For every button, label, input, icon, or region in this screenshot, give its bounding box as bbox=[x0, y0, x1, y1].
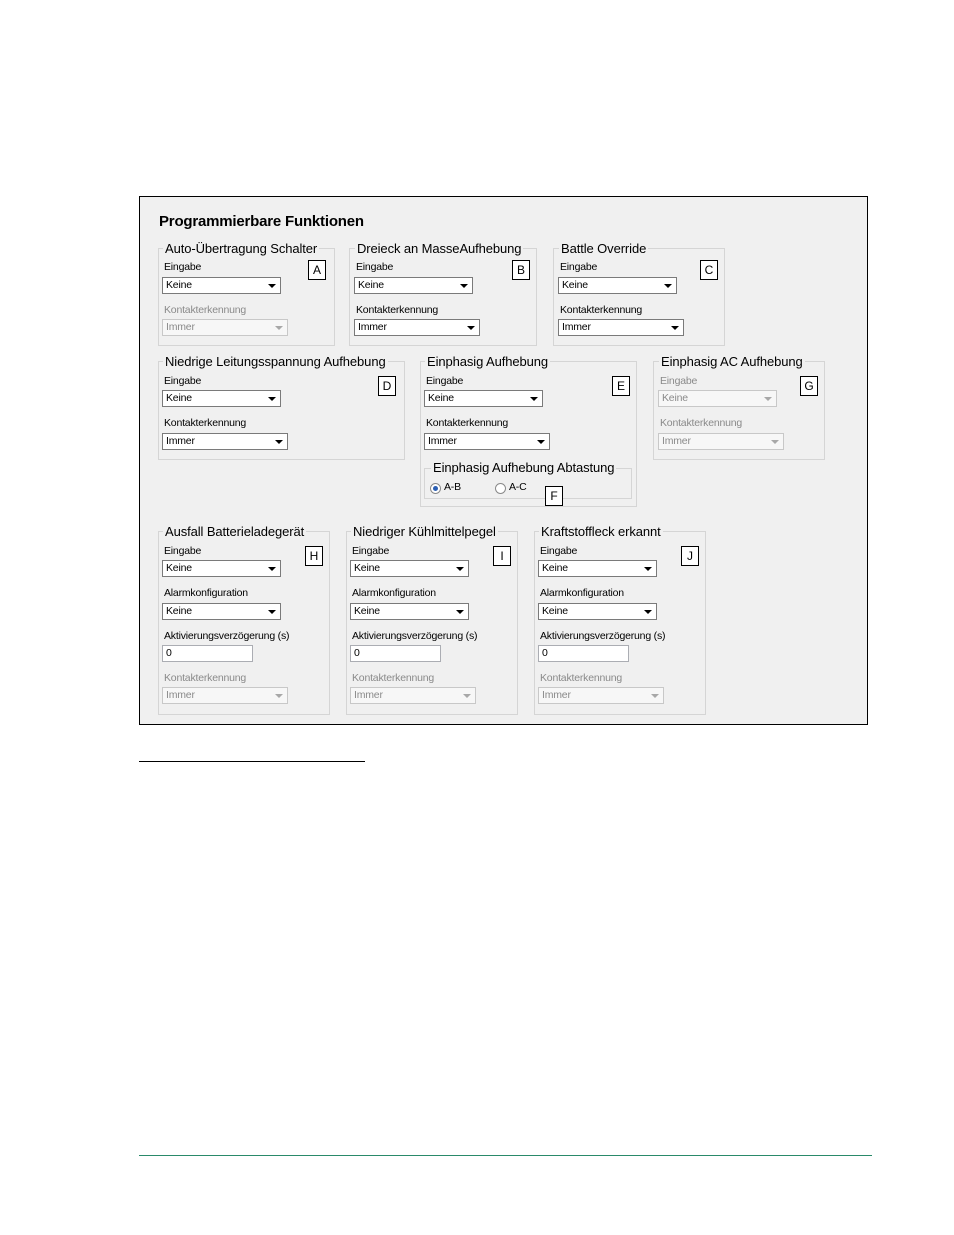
group-title-dreieck: Dreieck an MasseAufhebung bbox=[357, 241, 522, 256]
label-kontakterkennung: Kontakterkennung bbox=[164, 417, 247, 429]
chevron-down-icon bbox=[644, 567, 652, 571]
label-eingabe: Eingabe bbox=[352, 545, 390, 557]
kraftstoff-eingabe-dropdown[interactable] bbox=[538, 560, 657, 577]
dropdown-value: Immer bbox=[542, 689, 571, 701]
group-title-abtastung: Einphasig Aufhebung Abtastung bbox=[433, 460, 615, 475]
marker-b: B bbox=[512, 260, 530, 280]
batterie-delay-input[interactable]: 0 bbox=[162, 645, 253, 662]
dropdown-value: Immer bbox=[166, 321, 195, 333]
chevron-down-icon bbox=[456, 567, 464, 571]
panel-title: Programmierbare Funktionen bbox=[159, 213, 364, 230]
chevron-down-icon bbox=[460, 284, 468, 288]
kuehl-delay-input[interactable]: 0 bbox=[350, 645, 441, 662]
dropdown-value: Keine bbox=[354, 605, 380, 617]
kuehl-alarm-dropdown[interactable] bbox=[350, 603, 469, 620]
label-eingabe: Eingabe bbox=[164, 375, 202, 387]
footnote-separator bbox=[139, 761, 365, 762]
group-title-niedrig-ls: Niedrige Leitungsspannung Aufhebung bbox=[165, 354, 386, 369]
chevron-down-icon bbox=[268, 610, 276, 614]
marker-d: D bbox=[378, 376, 396, 396]
group-title-einphasig: Einphasig Aufhebung bbox=[427, 354, 548, 369]
einphasig-ac-eingabe-dropdown bbox=[658, 390, 777, 407]
label-eingabe: Eingabe bbox=[164, 261, 202, 273]
einphasig-eingabe-dropdown[interactable] bbox=[424, 390, 543, 407]
marker-g: G bbox=[800, 376, 818, 396]
chevron-down-icon bbox=[537, 440, 545, 444]
chevron-down-icon bbox=[664, 284, 672, 288]
dropdown-value: Immer bbox=[428, 435, 457, 447]
kraftstoff-kontakt-dropdown bbox=[538, 687, 664, 704]
label-kontakterkennung: Kontakterkennung bbox=[540, 672, 623, 684]
dropdown-value: Keine bbox=[562, 279, 588, 291]
chevron-down-icon bbox=[456, 610, 464, 614]
group-title-auto: Auto-Übertragung Schalter bbox=[165, 241, 318, 256]
niedrig-ls-eingabe-dropdown[interactable] bbox=[162, 390, 281, 407]
group-title-kraftstoff: Kraftstoffleck erkannt bbox=[541, 524, 661, 539]
chevron-down-icon bbox=[651, 694, 659, 698]
einphasig-kontakt-dropdown[interactable] bbox=[424, 433, 550, 450]
label-kontakterkennung: Kontakterkennung bbox=[356, 304, 439, 316]
radio-a-c[interactable] bbox=[495, 483, 506, 494]
dropdown-value: Immer bbox=[358, 321, 387, 333]
chevron-down-icon bbox=[268, 397, 276, 401]
group-title-kuehl: Niedriger Kühlmittelpegel bbox=[353, 524, 496, 539]
dropdown-value: Keine bbox=[354, 562, 380, 574]
dropdown-value: Immer bbox=[662, 435, 691, 447]
dropdown-value: Immer bbox=[166, 435, 195, 447]
batterie-kontakt-dropdown bbox=[162, 687, 288, 704]
dropdown-value: Immer bbox=[354, 689, 383, 701]
battle-kontakt-dropdown[interactable] bbox=[558, 319, 684, 336]
dropdown-value: Keine bbox=[428, 392, 454, 404]
dropdown-value: Keine bbox=[358, 279, 384, 291]
radio-a-b[interactable] bbox=[430, 483, 441, 494]
marker-i: I bbox=[493, 546, 511, 566]
dropdown-value: Keine bbox=[166, 605, 192, 617]
dropdown-value: Immer bbox=[562, 321, 591, 333]
marker-h: H bbox=[305, 546, 323, 566]
label-kontakterkennung: Kontakterkennung bbox=[164, 304, 247, 316]
battle-eingabe-dropdown[interactable] bbox=[558, 277, 677, 294]
chevron-down-icon bbox=[644, 610, 652, 614]
chevron-down-icon bbox=[268, 567, 276, 571]
chevron-down-icon bbox=[530, 397, 538, 401]
marker-a: A bbox=[308, 260, 326, 280]
marker-c: C bbox=[700, 260, 718, 280]
batterie-eingabe-dropdown[interactable] bbox=[162, 560, 281, 577]
chevron-down-icon bbox=[764, 397, 772, 401]
chevron-down-icon bbox=[275, 440, 283, 444]
chevron-down-icon bbox=[275, 326, 283, 330]
label-kontakterkennung: Kontakterkennung bbox=[164, 672, 247, 684]
label-alarmkonfiguration: Alarmkonfiguration bbox=[352, 587, 436, 599]
label-kontakterkennung: Kontakterkennung bbox=[560, 304, 643, 316]
kuehl-eingabe-dropdown[interactable] bbox=[350, 560, 469, 577]
group-title-batterie: Ausfall Batterieladegerät bbox=[165, 524, 305, 539]
label-aktivierungsverzoegerung: Aktivierungsverzögerung (s) bbox=[164, 630, 290, 642]
label-kontakterkennung: Kontakterkennung bbox=[352, 672, 435, 684]
label-eingabe: Eingabe bbox=[560, 261, 598, 273]
footer-rule bbox=[139, 1155, 872, 1156]
chevron-down-icon bbox=[275, 694, 283, 698]
group-title-battle: Battle Override bbox=[561, 241, 647, 256]
kraftstoff-alarm-dropdown[interactable] bbox=[538, 603, 657, 620]
chevron-down-icon bbox=[671, 326, 679, 330]
chevron-down-icon bbox=[268, 284, 276, 288]
label-aktivierungsverzoegerung: Aktivierungsverzögerung (s) bbox=[540, 630, 666, 642]
label-kontakterkennung: Kontakterkennung bbox=[426, 417, 509, 429]
auto-eingabe-dropdown[interactable] bbox=[162, 277, 281, 294]
label-eingabe: Eingabe bbox=[426, 375, 464, 387]
dropdown-value: Keine bbox=[542, 605, 568, 617]
label-alarmkonfiguration: Alarmkonfiguration bbox=[540, 587, 624, 599]
label-eingabe: Eingabe bbox=[356, 261, 394, 273]
radio-label-a-b: A-B bbox=[444, 481, 461, 493]
marker-f: F bbox=[545, 486, 563, 506]
auto-kontakt-dropdown bbox=[162, 319, 288, 336]
marker-j: J bbox=[681, 546, 699, 566]
marker-e: E bbox=[612, 376, 630, 396]
label-eingabe: Eingabe bbox=[164, 545, 202, 557]
einphasig-ac-kontakt-dropdown bbox=[658, 433, 784, 450]
dropdown-value: Keine bbox=[542, 562, 568, 574]
label-eingabe: Eingabe bbox=[660, 375, 698, 387]
chevron-down-icon bbox=[463, 694, 471, 698]
label-alarmkonfiguration: Alarmkonfiguration bbox=[164, 587, 248, 599]
chevron-down-icon bbox=[771, 440, 779, 444]
dropdown-value: Keine bbox=[662, 392, 688, 404]
label-kontakterkennung: Kontakterkennung bbox=[660, 417, 743, 429]
batterie-alarm-dropdown[interactable] bbox=[162, 603, 281, 620]
dreieck-kontakt-dropdown[interactable] bbox=[354, 319, 480, 336]
dropdown-value: Keine bbox=[166, 392, 192, 404]
dropdown-value: Keine bbox=[166, 562, 192, 574]
niedrig-ls-kontakt-dropdown[interactable] bbox=[162, 433, 288, 450]
label-aktivierungsverzoegerung: Aktivierungsverzögerung (s) bbox=[352, 630, 478, 642]
kraftstoff-delay-input[interactable]: 0 bbox=[538, 645, 629, 662]
dropdown-value: Keine bbox=[166, 279, 192, 291]
group-title-einphasig-ac: Einphasig AC Aufhebung bbox=[661, 354, 803, 369]
dropdown-value: Immer bbox=[166, 689, 195, 701]
dreieck-eingabe-dropdown[interactable] bbox=[354, 277, 473, 294]
label-eingabe: Eingabe bbox=[540, 545, 578, 557]
radio-label-a-c: A-C bbox=[509, 481, 527, 493]
chevron-down-icon bbox=[467, 326, 475, 330]
kuehl-kontakt-dropdown bbox=[350, 687, 476, 704]
